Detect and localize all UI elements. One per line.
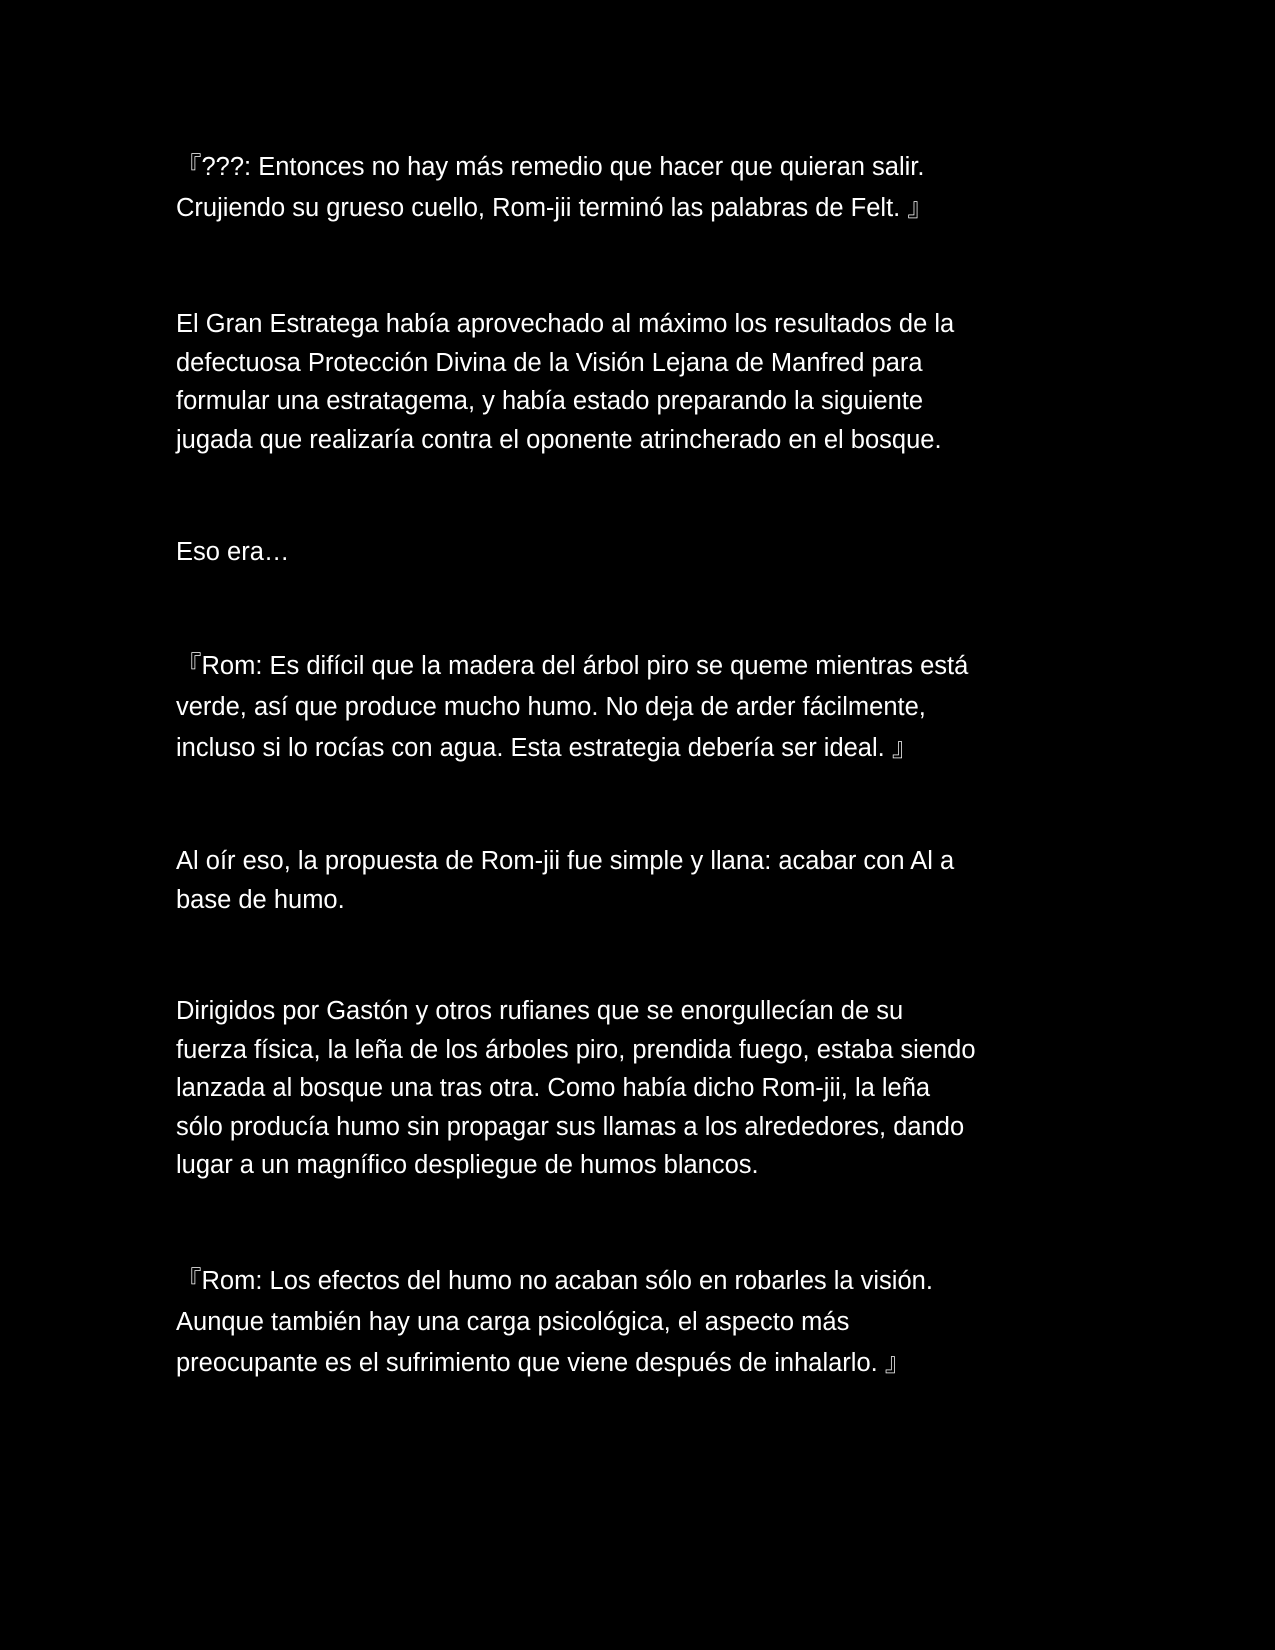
- narration-paragraph: El Gran Estratega había aprovechado al máximo los resultados de la defectuosa Protección Divina de la Visión Lejana de Manfred para formular una estratagema, y había estado preparando la siguiente jugada que realizaría contra el oponente atrincherado en el bosque.: [176, 310, 955, 454]
- dialogue-paragraph: 『Rom: Los efectos del humo no acaban sólo en robarles la visión. Aunque también hay una carga psicológica, el aspecto más preocupante es el sufrimiento que viene después de inhalarlo. 』: [176, 1267, 933, 1377]
- narration-paragraph: Eso era…: [176, 538, 290, 566]
- dialogue-paragraph: 『Rom: Es difícil que la madera del árbol piro se queme mientras está verde, así que produce mucho humo. No deja de arder fácilmente, incluso si lo rocías con agua. Esta estrategia debería ser ideal. 』: [176, 652, 969, 762]
- dialogue-paragraph: 『???: Entonces no hay más remedio que hacer que quieran salir. Crujiendo su grueso cuello, Rom-jii terminó las palabras de Felt. 』: [176, 153, 933, 222]
- narration-paragraph: Al oír eso, la propuesta de Rom-jii fue simple y llana: acabar con Al a base de humo.: [176, 847, 955, 914]
- narration-paragraph: Dirigidos por Gastón y otros rufianes que se enorgullecían de su fuerza física, la leña de los árboles piro, prendida fuego, estaba siendo lanzada al bosque una tras otra. Como había dicho Rom-jii, la leña sólo producía humo sin propagar sus llamas a los alrededores, dando lugar a un magnífico despliegue de humos blancos.: [176, 997, 976, 1179]
